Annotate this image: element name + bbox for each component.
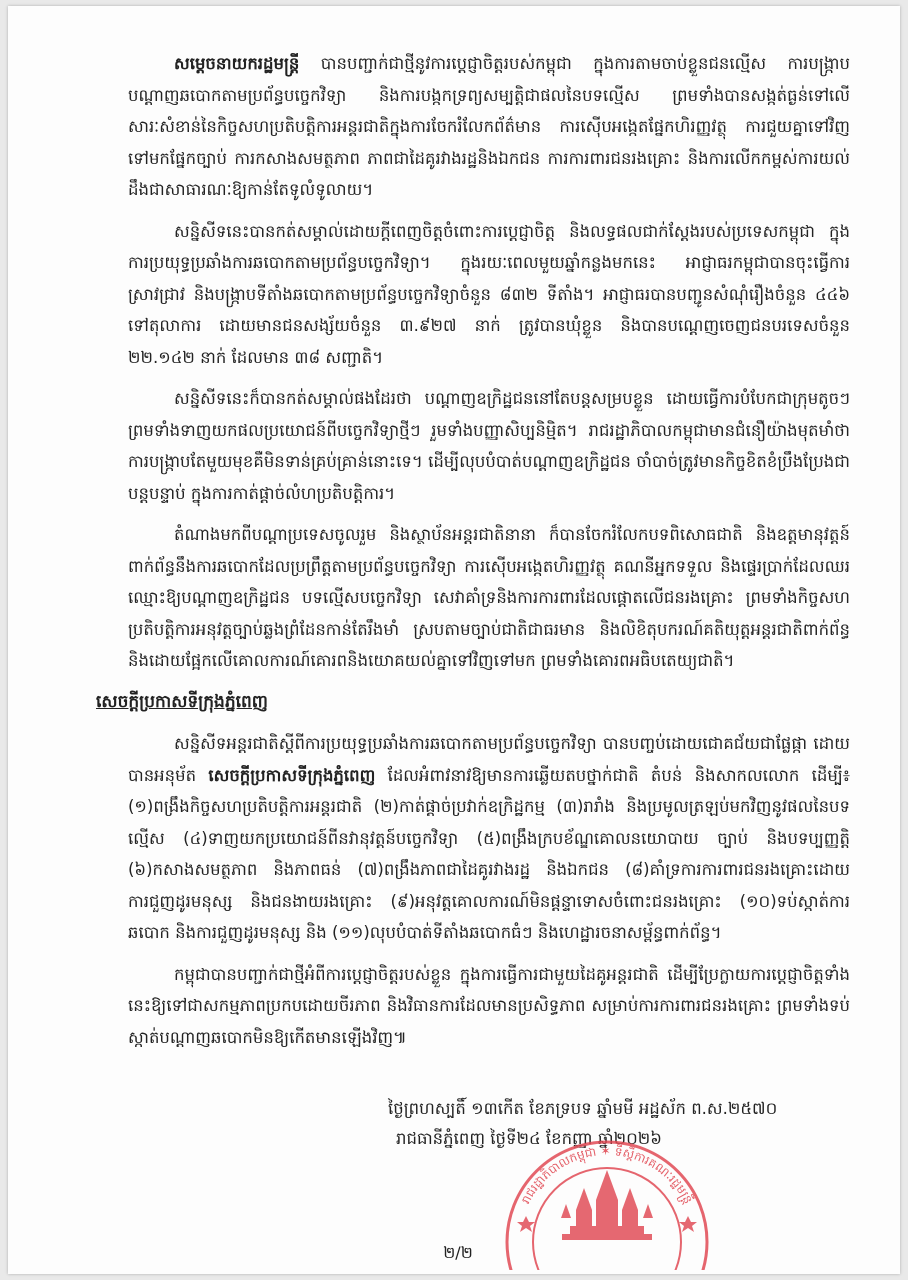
paragraph-2 <box>128 216 850 374</box>
section-heading: សេចក្ដីប្រកាសទីក្រុងភ្នំពេញ <box>96 691 268 712</box>
paragraph-1-lead: សម្ដេចនាយករដ្ឋមន្ត្រី <box>174 54 300 73</box>
document-page <box>8 6 900 1274</box>
paragraph-1 <box>128 48 850 206</box>
paragraph-3 <box>128 383 850 509</box>
solar-date: រាជធានីភ្នំពេញ ថ្ងៃទី២៤ ខែកញ្ញា ឆ្នាំ២០២៦ <box>396 1129 662 1148</box>
seal-ring-text: រាជរដ្ឋាភិបាលកម្ពុជា ✶ ទីស្ដីការគណៈរដ្ឋមន្ត្រី <box>518 1143 696 1207</box>
paragraph-4 <box>128 519 850 677</box>
official-seal-icon <box>500 1130 714 1270</box>
page-number: ២/២ <box>443 1243 473 1262</box>
paragraph-5 <box>128 728 850 949</box>
document-body <box>96 48 851 1063</box>
paragraph-4-text: តំណាងមកពីបណ្ដាប្រទេសចូលរួម និងស្ថាប័នអន្តរជាតិនានា ក៏បានចែករំលែកបទពិសោធជាតិ និងឧត្តមានុវត្តន៍ ពាក់ព័ន្ធនឹងការឆបោកដែលប្រព្រឹត្តតាមប្រព័ន្ធបច្ចេកវិទ្យា ការស៊ើបអង្កេតហិរញ្ញវត្ថុ គណនីអ្នកទទួល និងផ្ទេរប្រាក់ដែលឈរឈ្មោះឱ្យបណ្ដាញឧក្រិដ្ឋជន បទល្មើសបច្ចេកវិទ្យា សេវាគាំទ្រនិងការការពារដែលផ្ដោតលើជនរងគ្រោះ ព្រមទាំងកិច្ចសហប្រតិបត្តិការអនុវត្តច្បាប់ឆ្លងព្រំដែនកាន់តែរឹងមាំ ស្របតាមច្បាប់ជាតិជាធរមាន និងលិខិតុបករណ៍គតិយុត្តអន្តរជាតិពាក់ព័ន្ធ និងដោយផ្អែកលើគោលការណ៍គោរពនិងយោគយល់គ្នាទៅវិញទៅមក ព្រមទាំងគោរពអធិបតេយ្យជាតិ។ <box>128 525 850 670</box>
paragraph-2-text: សន្និសីទនេះបានកត់សម្គាល់ដោយក្ដីពេញចិត្តចំពោះការប្ដេជ្ញាចិត្ត និងលទ្ធផលជាក់ស្ដែងរបស់ប្រទេសកម្ពុជា ក្នុងការប្រយុទ្ធប្រឆាំងការឆបោកតាមប្រព័ន្ធបច្ចេកវិទ្យា។ ក្នុងរយៈពេលមួយឆ្នាំកន្លងមកនេះ អាជ្ញាធរកម្ពុជាបានចុះធ្វើការស្រាវជ្រាវ និងបង្ក្រាបទីតាំងឆបោកតាមប្រព័ន្ធបច្ចេកវិទ្យាចំនួន ៨៣២ ទីតាំង។ អាជ្ញាធរបានបញ្ជូនសំណុំរឿងចំនួន ៤៤៦ ទៅតុលាការ ដោយមានជនសង្ស័យចំនួន ៣.៩២៧ នាក់ ត្រូវបានឃុំខ្លួន និងបានបណ្ដេញចេញជនបរទេសចំនួន ២២.១៤២ នាក់ ដែលមាន ៣៨ សញ្ជាតិ។ <box>128 221 850 367</box>
paragraph-5-text-a: សន្និសីទអន្តរជាតិស្ដីពីការប្រយុទ្ធប្រឆាំងការឆបោកតាមប្រព័ន្ធបច្ចេកវិទ្យា បានបញ្ចប់ដោយជោគជ័យជាផ្លែផ្កា ដោយបានអនុម័ត <box>128 734 850 785</box>
paragraph-3-text: សន្និសីទនេះក៏បានកត់សម្គាល់ផងដែរថា បណ្ដាញឧក្រិដ្ឋជននៅតែបន្តសម្របខ្លួន ដោយធ្វើការបំបែកជាក្រុមតូចៗ ព្រមទាំងទាញយកផលប្រយោជន៍ពីបច្ចេកវិទ្យាថ្មីៗ រួមទាំងបញ្ញាសិប្បនិម្មិត។ រាជរដ្ឋាភិបាលកម្ពុជាមានជំនឿយ៉ាងមុតមាំថា ការបង្ក្រាបតែមួយមុខគឺមិនទាន់គ្រប់គ្រាន់នោះទេ។ ដើម្បីលុបបំបាត់បណ្ដាញឧក្រិដ្ឋជន ចាំបាច់ត្រូវមានកិច្ចខិតខំប្រឹងប្រែងជាបន្តបន្ទាប់ ក្នុងការកាត់ផ្ដាច់លំហប្រតិបត្តិការ។ <box>128 389 850 503</box>
paragraph-6 <box>128 959 850 1054</box>
lunar-date: ថ្ងៃព្រហស្បតិ៍ ១៣កើត ខែភទ្របទ ឆ្នាំមមី អដ្ឋស័ក ព.ស.២៥៧០ <box>388 1099 778 1118</box>
paragraph-1-text: បានបញ្ជាក់ជាថ្មីនូវការប្ដេជ្ញាចិត្តរបស់កម្ពុជា ក្នុងការតាមចាប់ខ្លួនជនល្មើស ការបង្ក្រាបបណ្ដាញឆបោកតាមប្រព័ន្ធបច្ចេកវិទ្យា និងការបង្កកទ្រព្យសម្បត្តិជាផលនៃបទល្មើស ព្រមទាំងបានសង្កត់ធ្ងន់ទៅលើសារៈសំខាន់នៃកិច្ចសហប្រតិបត្តិការអន្តរជាតិក្នុងការចែករំលែកព័ត៌មាន ការស៊ើបអង្កេតផ្នែកហិរញ្ញវត្ថុ ការជួយគ្នាទៅវិញទៅមកផ្នែកច្បាប់ ការកសាងសមត្ថភាព ភាពជាដៃគូរវាងរដ្ឋនិងឯកជន ការការពារជនរងគ្រោះ និងការលើកកម្ពស់ការយល់ដឹងជាសាធារណៈឱ្យកាន់តែទូលំទូលាយ។ <box>128 54 850 199</box>
paragraph-5-bold: សេចក្ដីប្រកាសទីក្រុងភ្នំពេញ <box>208 765 376 785</box>
paragraph-5-text-b: ដែលអំពាវនាវឱ្យមានការឆ្លើយតបថ្នាក់ជាតិ តំបន់ និងសាកលលោក ដើម្បី៖ (១)ពង្រឹងកិច្ចសហប្រតិបត្តិការអន្តរជាតិ (២)កាត់ផ្ដាច់ប្រវាក់ឧក្រិដ្ឋកម្ម (៣)រារាំង និងប្រមូលត្រឡប់មកវិញនូវផលនៃបទល្មើស (៤)ទាញយកប្រយោជន៍ពីនវានុវត្តន៍បច្ចេកវិទ្យា (៥)ពង្រឹងក្របខ័ណ្ឌគោលនយោបាយ ច្បាប់ និងបទប្បញ្ញត្តិ (៦)កសាងសមត្ថភាព និងភាពធន់ (៧)ពង្រឹងភាពជាដៃគូរវាងរដ្ឋ និងឯកជន (៨)គាំទ្រការការពារជនរងគ្រោះដោយការជួញដូរមនុស្ស និងជនងាយរងគ្រោះ (៩)អនុវត្តគោលការណ៍មិនផ្ដន្ទាទោសចំពោះជនរងគ្រោះ (១០)ទប់ស្កាត់ការឆបោក និងការជួញដូរមនុស្ស និង (១១)លុបបំបាត់ទីតាំងឆបោកធំៗ និងហេដ្ឋារចនាសម្ព័ន្ធពាក់ព័ន្ធ។ <box>128 765 851 942</box>
paragraph-6-text: កម្ពុជាបានបញ្ជាក់ជាថ្មីអំពីការប្ដេជ្ញាចិត្តរបស់ខ្លួន ក្នុងការធ្វើការជាមួយដៃគូអន្តរជាតិ ដើម្បីប្រែក្លាយការប្ដេជ្ញាចិត្តទាំងនេះឱ្យទៅជាសកម្មភាពប្រកបដោយចីរភាព និងវិធានការដែលមានប្រសិទ្ធភាព សម្រាប់ការការពារជនរងគ្រោះ ព្រមទាំងទប់ស្កាត់បណ្ដាញឆបោកមិនឱ្យកើតមានឡើងវិញ៕ <box>128 964 850 1047</box>
